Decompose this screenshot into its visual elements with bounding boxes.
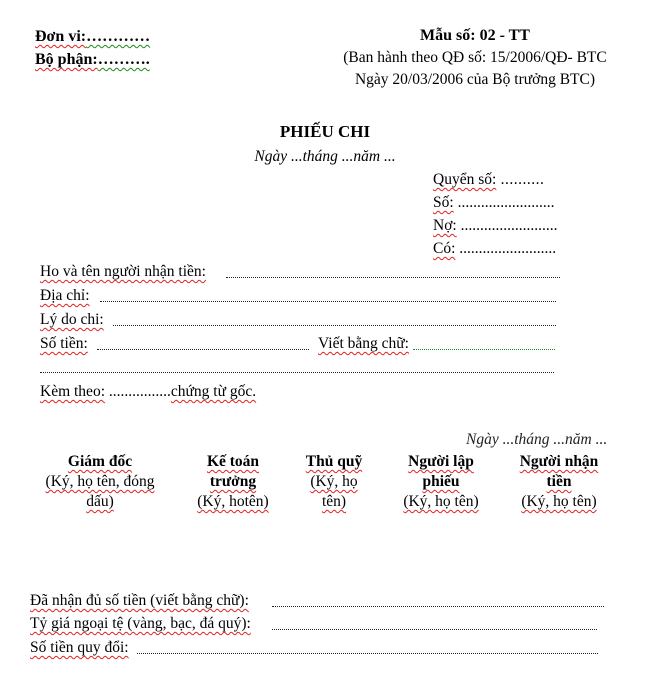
signature-date: Ngày ...tháng ...năm ... bbox=[466, 431, 608, 448]
book-number-label: Quyển số: bbox=[433, 171, 497, 188]
received-words-input-line[interactable] bbox=[272, 606, 604, 607]
exchange-rate-label: Tỷ giá ngoại tệ (vàng, bạc, đá quý): bbox=[30, 615, 251, 632]
amount-label: Số tiền: bbox=[40, 335, 88, 352]
attached-dots[interactable]: ................ bbox=[105, 383, 171, 400]
issued-by-line1: (Ban hành theo QĐ số: 15/2006/QĐ- BTC bbox=[343, 49, 607, 66]
page-title: PHIẾU CHI bbox=[279, 122, 371, 141]
address-label: Địa chỉ: bbox=[40, 287, 90, 304]
department-dots: ………. bbox=[97, 51, 150, 68]
reason-input-line[interactable] bbox=[113, 325, 556, 326]
number-label: Số: bbox=[433, 194, 454, 211]
department-label: Bộ phận: bbox=[35, 51, 98, 68]
debit-label: Nợ: bbox=[433, 217, 457, 234]
credit-field: Có: ......................... bbox=[433, 240, 557, 257]
attached-label: Kèm theo: bbox=[40, 383, 105, 400]
converted-amount-input-line[interactable] bbox=[137, 653, 598, 654]
unit-label: Đơn vi: bbox=[35, 28, 87, 45]
amount-words-continued-line[interactable] bbox=[40, 372, 554, 373]
received-words-label: Đã nhận đủ số tiền (viết bằng chữ): bbox=[30, 592, 249, 609]
signature-cashier: Thủ quỹ (Ký, họ tên) bbox=[305, 453, 363, 510]
exchange-rate-input-line[interactable] bbox=[272, 629, 597, 630]
recipient-label: Ho và tên người nhận tiền: bbox=[40, 263, 206, 280]
reason-label: Lý do chi: bbox=[40, 311, 104, 328]
unit-field bbox=[35, 27, 150, 47]
number-field: Số: ......................... bbox=[433, 194, 555, 211]
attached-field bbox=[40, 382, 256, 402]
unit-dots: ………… bbox=[86, 28, 151, 45]
amount-input-line[interactable] bbox=[97, 349, 309, 350]
recipient-input-line[interactable] bbox=[226, 277, 560, 278]
department-field bbox=[35, 50, 150, 70]
issued-by-line2: Ngày 20/03/2006 của Bộ trưởng BTC) bbox=[354, 71, 596, 88]
attached-suffix: chứng từ gốc. bbox=[170, 383, 257, 400]
signature-recipient: Người nhận tiền (Ký, họ tên) bbox=[519, 453, 599, 510]
book-number-field: Quyển số: .......... bbox=[433, 171, 545, 188]
converted-amount-label: Số tiền quy đổi: bbox=[30, 639, 129, 656]
address-input-line[interactable] bbox=[100, 301, 556, 302]
credit-label: Có: bbox=[433, 240, 456, 257]
debit-field: Nợ: ......................... bbox=[433, 217, 558, 234]
amount-words-label: Viết bằng chữ: bbox=[318, 335, 409, 352]
signature-preparer: Người lập phiếu (Ký, họ tên) bbox=[403, 453, 479, 510]
signature-director: Giám đốc (Ký, họ tên, đóng dấu) bbox=[45, 453, 155, 510]
signature-chief-accountant: Kế toán trưởng (Ký, hotên) bbox=[197, 453, 269, 510]
form-number: Mẫu số: 02 - TT bbox=[420, 27, 530, 44]
date-line: Ngày ...tháng ...năm ... bbox=[254, 148, 396, 165]
amount-words-input-line[interactable] bbox=[413, 349, 555, 350]
